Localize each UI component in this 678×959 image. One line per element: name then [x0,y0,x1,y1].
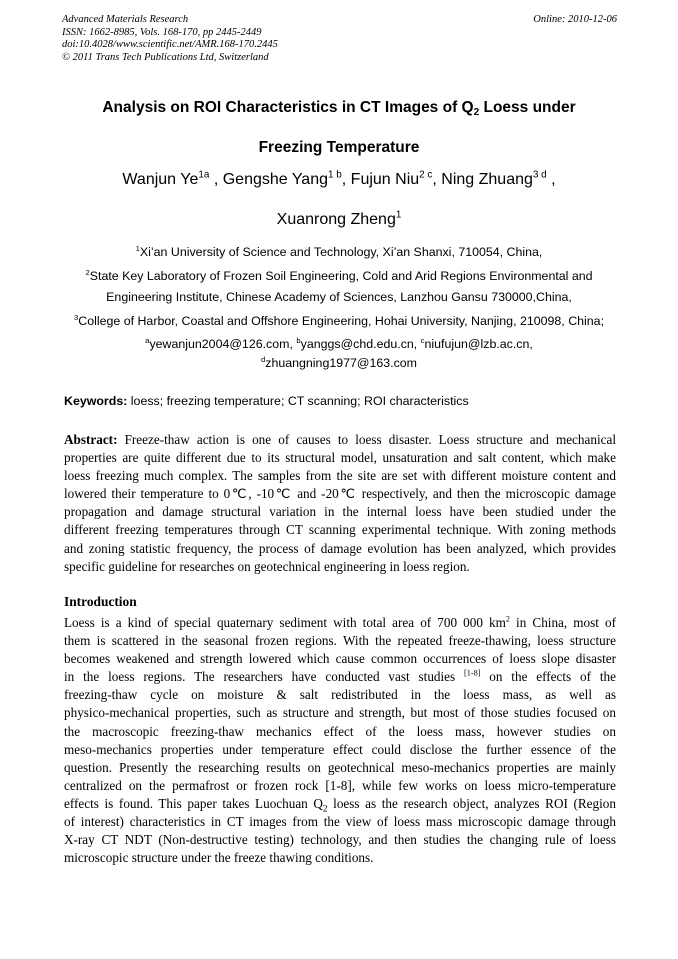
author-name: Xuanrong Zheng [276,211,396,228]
author-name: Wanjun Ye [122,171,199,188]
keywords [64,393,616,409]
authors-line-1: Wanjun $Ye^{1a}$ , Gengshe Yang$^{1 b}$, Fujun Niu$^{2 c}$, Ning Zhuang$^{3 d}$ , [122,169,556,188]
abstract-line: propagation and damage structural variation in the internal loess have been studied under the [64,504,616,520]
affiliation-1: $^1$Xi’an University of Science and Technology, Xi’an Shanxi, 710054, China, [135,243,543,259]
paper-title [62,88,616,168]
email-link: yanggs@chd.edu.cn, [300,337,421,351]
abstract-line: properties are quite different due to its structural model, unsaturation and salt content, which make [64,450,616,466]
intro-line: microscopic structure under the freeze thawing conditions. [64,850,374,866]
intro-line: them is scattered in the seasonal frozen regions. With the repeated freeze-thawing, loess structure [64,633,616,649]
author-name: Ning Zhuang [441,171,533,188]
keywords-label: Keywords: [64,394,128,408]
email-link: zhuangning1977@163.com [265,356,418,370]
email-link: yewanjun2004@126.com, [149,337,297,351]
author-list [62,160,616,240]
abstract-line: different freezing temperatures through CT scanning experimental technique. With zoning methods [64,522,616,538]
intro-line: centralized on the permafrost or frozen rock [1-8], while few works on loess micro-temperature [64,777,616,793]
abstract-line: Abstract: Freeze-thaw action is one of causes to loess disaster. Loess structure and mechanical [64,432,616,447]
introduction-body [64,614,616,867]
author-emails: $^a$yewanjun2004@126.com, $^b$yanggs@chd.edu.cn, $^c$niufujun@lzb.ac.cn, $^d$zhuangning1977@163.com [145,335,533,370]
intro-line: of interest) characteristics in CT images from the view of loess mass microscopic damage through [64,814,616,830]
abstract-label: Abstract: [64,432,118,447]
affiliation-3: $^3$College of Harbor, Coastal and Offshore Engineering, Hohai University, Nanjing, 210098, China; [73,312,605,328]
abstract [64,431,616,576]
author-name: Fujun Niu [350,171,420,188]
keywords-text: loess; freezing temperature; CT scanning; ROI characteristics [127,394,469,408]
intro-line: Loess is a kind of special quaternary sediment with total area of 700 000 $km^2$ in China, most of [64,614,616,630]
title-line-2: Freezing Temperature [258,139,420,156]
author-name: Gengshe Yang [222,171,328,188]
intro-line: becomes weakened and strength lowered which cause common occurrences of loess slope disaster [64,651,616,667]
intro-line: in the loess regions. The researchers have conducted vast studies [1-8] on the effects of the [64,668,616,685]
journal-copyright: © 2011 Trans Tech Publications Ltd, Switzerland [62,51,269,63]
email-link: niufujun@lzb.ac.cn, [424,337,533,351]
intro-line: X-ray CT NDT (Non-destructive testing) technology, and then studies the changing rule of loess [64,832,616,848]
intro-line: question. Presently the researching results on geotechnical meso-mechanics properties are mainly [64,759,616,775]
intro-line: meso-mechanics properties under temperature effect could disclose the further essence of the [64,741,616,757]
online-date: Online: 2010-12-06 [533,14,617,25]
intro-line: physico-mechanical properties, such as structure and strength, but most of those studies focused on [64,705,616,721]
abstract-line: specific guideline for researches on geotechnical engineering in loess region. [64,558,470,574]
abstract-line: lowered their temperature to 0℃, -10℃ and -20℃ respectively, and then the microscopic damage [64,486,616,502]
section-heading-introduction: Introduction [64,594,137,609]
journal-name: Advanced Materials Research [62,14,189,25]
abstract-line: and zoning statistic frequency, the process of damage evolution has been analyzed, which provides [64,540,616,556]
intro-line: effects is found. This paper takes Luochuan $Q_2$ loess as the research object, analyzes ROI (Region [64,795,616,814]
affiliation-2: $^2$State Key Laboratory of Frozen Soil Engineering, Cold and Arid Regions Environmental and Engineering Institute, Chinese Academy of Sciences, Lanzhou Gansu 730000,China, [85,267,593,304]
journal-issn: ISSN: 1662-8985, Vols. 168-170, pp 2445-2449 [62,26,262,38]
intro-line: freezing-thaw cycle on moisture & salt redistributed in the loess mass, as well as [64,687,616,703]
journal-doi: doi:10.4028/www.scientific.net/AMR.168-170.2445 [62,39,278,51]
abstract-line: loess freezing much complex. The samples from the site are set with different moisture content and [64,468,616,484]
title-line-1: Analysis on ROI Characteristics in CT Images of $Q_2$ Loess under [102,99,576,118]
intro-line: the macroscopic freezing-thaw mechanics effect of the loess mass, however studies on [64,723,616,739]
authors-line-2: Xuanrong Zheng$^1$ [276,209,402,228]
journal-header [62,14,617,64]
citation: [1-8] [464,668,481,678]
